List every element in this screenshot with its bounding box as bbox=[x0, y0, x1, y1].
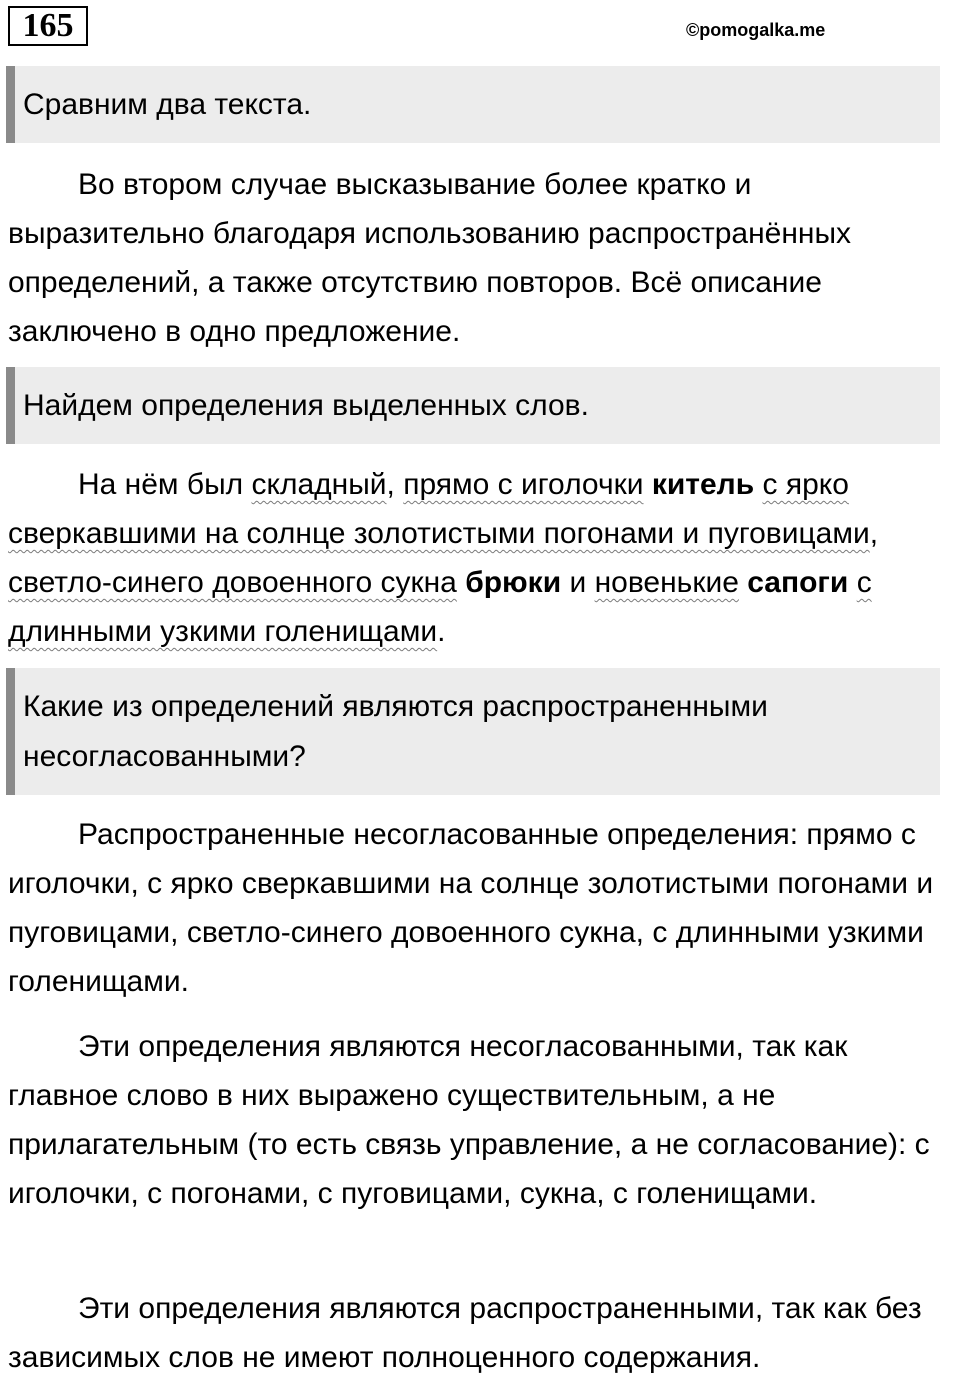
highlighted-word: сапоги bbox=[747, 566, 849, 599]
highlighted-word: брюки bbox=[465, 566, 562, 599]
answer-paragraph-1: Во втором случае высказывание более кратко и выразительно благодаря использованию распространённых определений, а также отсутствию повторов. Всё описание заключено в одно предложение. bbox=[8, 168, 852, 348]
answer-sentence-example bbox=[8, 460, 956, 656]
task-number: 165 bbox=[8, 6, 88, 46]
answer-paragraph-4: Эти определения являются несогласованными, так как главное слово в них выражено существительным, а не прилагательным (то есть связь управление, а не согласование): с иголочки, с погонами, с пуговицами, сукна, с голенищами. bbox=[8, 1030, 930, 1210]
question-find-definitions bbox=[6, 367, 940, 444]
text-fragment: , bbox=[386, 468, 404, 501]
definition-underlined: с длинными узкими голенищами bbox=[8, 566, 872, 648]
question-text: Сравним два текста. bbox=[23, 88, 312, 121]
answer-paragraph-3: Распространенные несогласованные определения: прямо с иголочки, с ярко сверкавшими на солнце золотистыми погонами и пуговицами, светло-синего довоенного сукна, с длинными узкими голенищами. bbox=[8, 818, 934, 998]
question-which-definitions bbox=[6, 668, 940, 795]
definition-underlined: прямо с иголочки bbox=[403, 468, 644, 501]
watermark: ©pomogalka.me bbox=[686, 20, 826, 40]
text-fragment: и bbox=[561, 566, 595, 599]
definition-underlined: новенькие bbox=[594, 566, 739, 599]
highlighted-word: китель bbox=[651, 468, 755, 501]
text-fragment bbox=[457, 566, 465, 599]
text-fragment bbox=[643, 468, 651, 501]
question-text: Найдем определения выделенных слов. bbox=[23, 389, 589, 422]
text-fragment bbox=[739, 566, 747, 599]
question-compare-texts bbox=[6, 66, 940, 143]
text-fragment bbox=[754, 468, 762, 501]
text-fragment: . bbox=[437, 615, 446, 648]
text-fragment bbox=[848, 566, 856, 599]
definition-underlined: с ярко сверкавшими на солнце золотистыми погонами и пуговицами bbox=[8, 468, 870, 550]
text-fragment: , bbox=[869, 517, 879, 550]
question-text: Какие из определений являются распространенными несогласованными? bbox=[23, 690, 768, 773]
definition-underlined: складный bbox=[251, 468, 387, 501]
text-fragment: На нём был bbox=[78, 468, 252, 501]
definition-underlined: светло-синего довоенного сукна bbox=[8, 566, 457, 599]
answer-paragraph-5: Эти определения являются распространенными, так как без зависимых слов не имеют полноценного содержания. bbox=[8, 1292, 922, 1374]
